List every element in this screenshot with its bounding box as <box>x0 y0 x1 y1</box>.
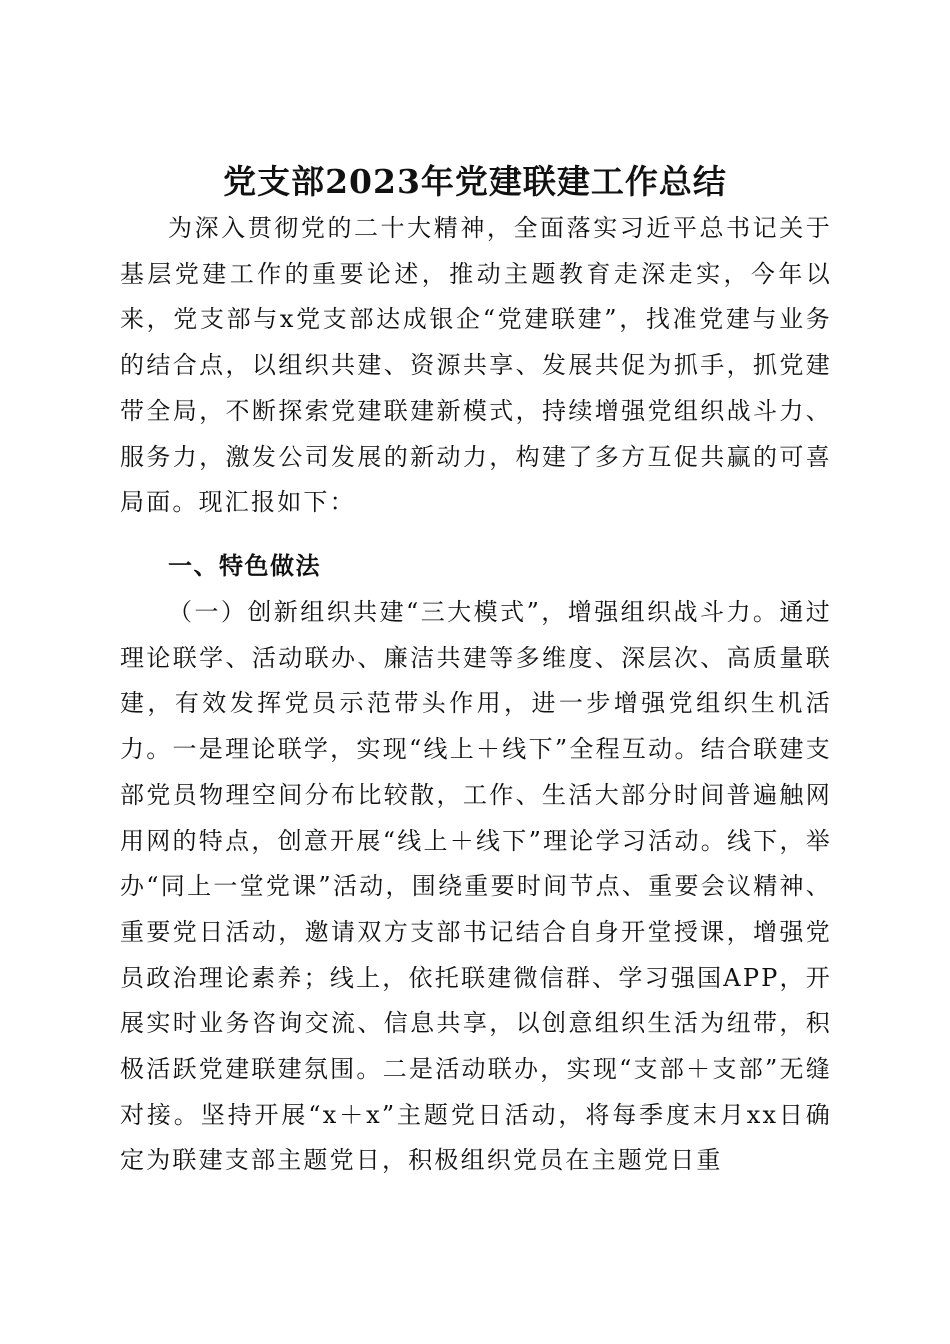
document-title: 党支部2023年党建联建工作总结 <box>223 162 727 202</box>
section-paragraph: （一）创新组织共建“三大模式”，增强组织战斗力。通过理论联学、活动联办、廉洁共建等多维度、深层次、高质量联建，有效发挥党员示范带头作用，进一步增强党组织生机活力。一是理论联学，实现“线上＋线下”全程互动。结合联建支部党员物理空间分布比较散，工作、生活大部分时间普遍触网用网的特点，创意开展“线上＋线下”理论学习活动。线下，举办“同上一堂党课”活动，围绕重要时间节点、重要会议精神、重要党日活动，邀请双方支部书记结合自身开堂授课，增强党员政治理论素养；线上，依托联建微信群、学习强国APP，开展实时业务咨询交流、信息共享，以创意组织生活为纽带，积极活跃党建联建氛围。二是活动联办，实现“支部＋支部”无缝对接。坚持开展“x＋x”主题党日活动，将每季度末月xx日确定为联建支部主题党日，积极组织党员在主题党日重 <box>120 598 832 1175</box>
section-heading: 一、特色做法 <box>168 552 321 580</box>
intro-paragraph: 为深入贯彻党的二十大精神，全面落实习近平总书记关于基层党建工作的重要论述，推动主题教育走深走实，今年以来，党支部与x党支部达成银企“党建联建”，找准党建与业务的结合点，以组织共建、资源共享、发展共促为抓手，抓党建带全局，不断探索党建联建新模式，持续增强党组织战斗力、服务力，激发公司发展的新动力，构建了多方互促共赢的可喜局面。现汇报如下： <box>120 214 832 517</box>
